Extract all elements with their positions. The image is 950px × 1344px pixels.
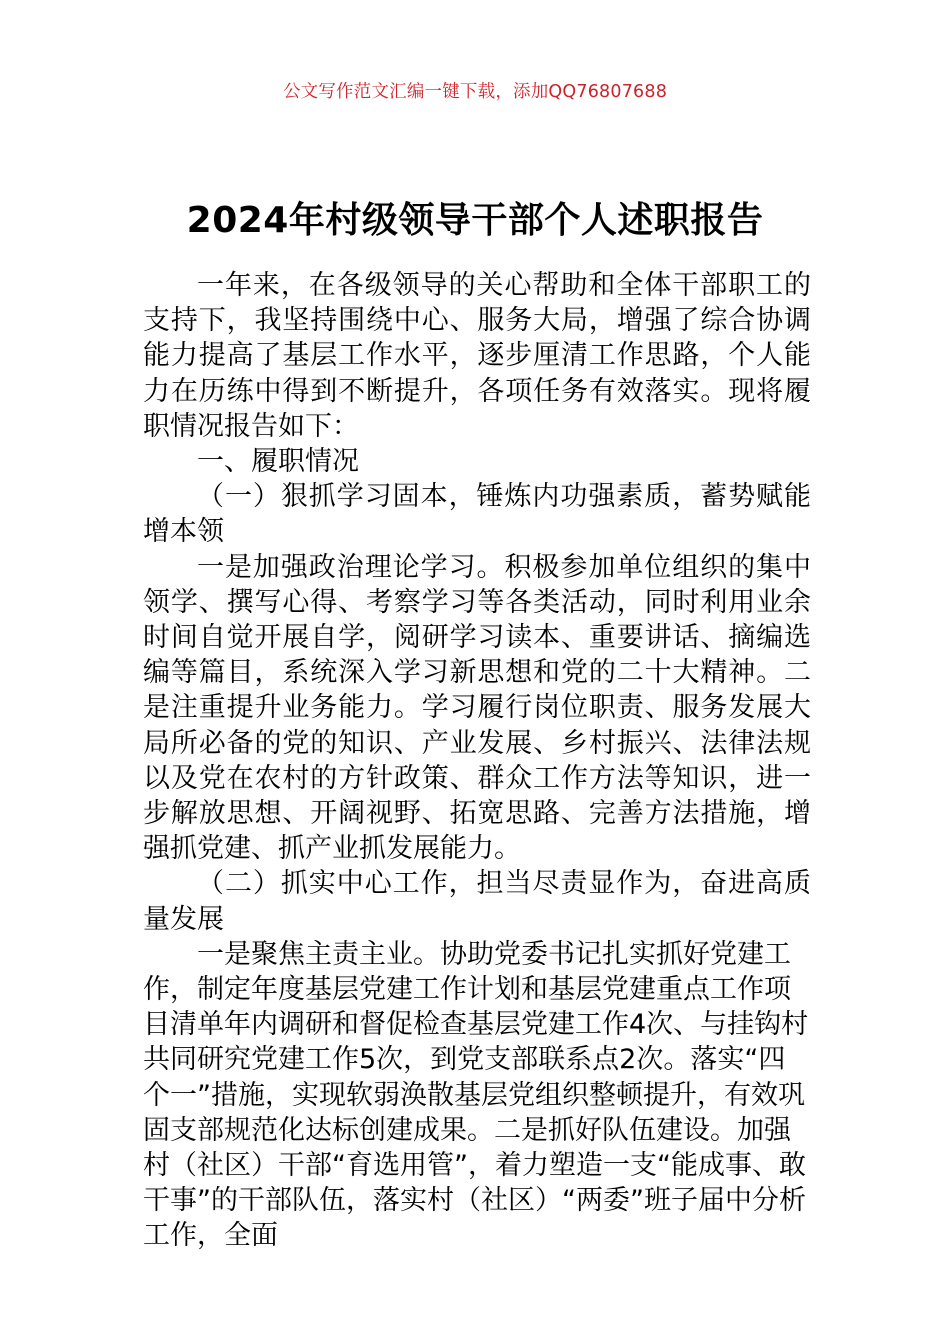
paragraph-study: 一是加强政治理论学习。积极参加单位组织的集中领学、撰写心得、考察学习等各类活动，同时利用业余时间自觉开展自学，阅研学习读本、重要讲话、摘编选编等篇目，系统深入学习新思想和党的二十大精神。二是注重提升业务能力。学习履行岗位职责、服务发展大局所必备的党的知识、产业发展、乡村振兴、法律法规以及党在农村的方针政策、群众工作方法等知识，进一步解放思想、开阔视野、拓宽思路、完善方法措施，增强抓党建、抓产业抓发展能力。 bbox=[143, 551, 811, 865]
paragraph-intro: 一年来，在各级领导的关心帮助和全体干部职工的支持下，我坚持围绕中心、服务大局，增强了综合协调能力提高了基层工作水平，逐步厘清工作思路，个人能力在历练中得到不断提升，各项任务有效落实。现将履职情况报告如下： bbox=[143, 270, 811, 442]
subsection-heading-1: （一）狠抓学习固本，锤炼内功强素质，蓄势赋能增本领 bbox=[143, 481, 811, 548]
subsection-heading-2: （二）抓实中心工作，担当尽责显作为，奋进高质量发展 bbox=[143, 868, 811, 935]
section-heading-one: 一、履职情况 bbox=[197, 446, 359, 478]
promo-header-text: 公文写作范文汇编一键下载，添加QQ76807688 bbox=[282, 82, 668, 102]
paragraph-central-work: 一是聚焦主责主业。协助党委书记扎实抓好党建工作，制定年度基层党建工作计划和基层党建重点工作项目清单年内调研和督促检查基层党建工作4次、与挂钩村共同研究党建工作5次，到党支部联系点2次。落实“四个一”措施，实现软弱涣散基层党组织整顿提升，有效巩固支部规范化达标创建成果。二是抓好队伍建设。加强村（社区）干部“育选用管”，着力塑造一支“能成事、敢干事”的干部队伍，落实村（社区）“两委”班子届中分析工作，全面 bbox=[143, 938, 809, 1252]
document-body bbox=[143, 268, 811, 1254]
page-title: 2024年村级领导干部个人述职报告 bbox=[186, 200, 764, 242]
